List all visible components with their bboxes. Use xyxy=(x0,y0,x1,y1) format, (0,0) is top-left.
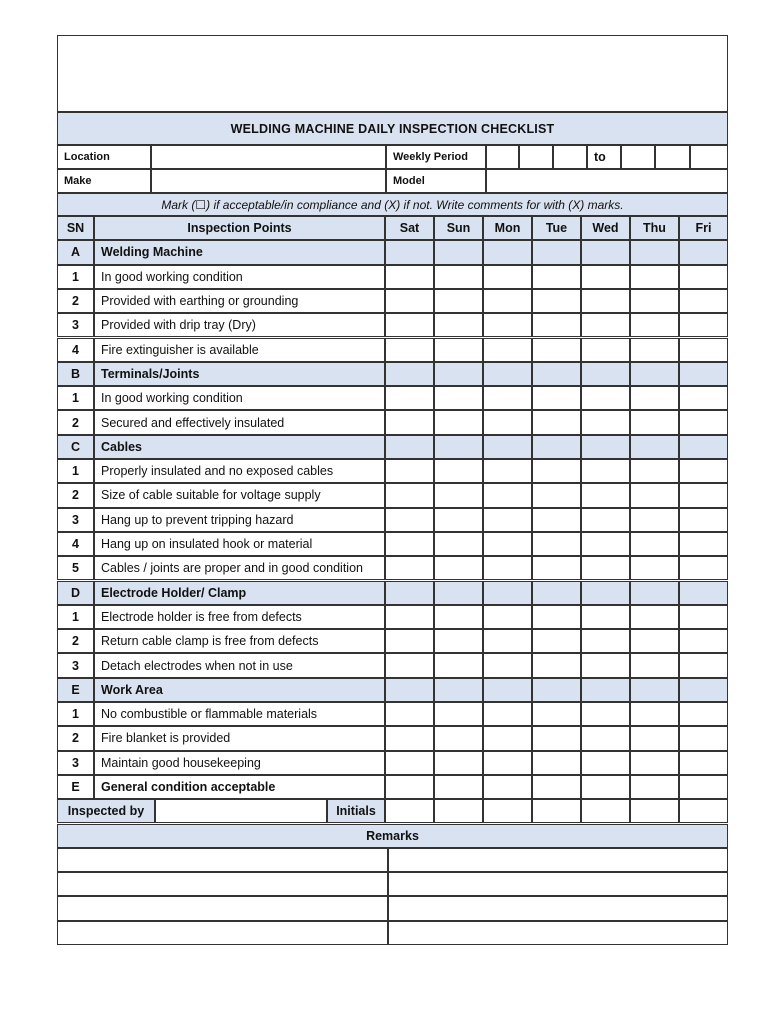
checkbox-sun[interactable] xyxy=(434,653,483,677)
checkbox-tue[interactable] xyxy=(532,775,581,799)
item-sn: 4 xyxy=(57,338,94,362)
item-sn: 1 xyxy=(57,702,94,726)
to-label: to xyxy=(587,145,621,169)
checkbox-mon[interactable] xyxy=(483,289,532,313)
period-from-box-3[interactable] xyxy=(553,145,587,169)
section-day-cell xyxy=(630,362,679,386)
section-day-cell xyxy=(483,581,532,605)
checkbox-wed[interactable] xyxy=(581,508,630,532)
checkbox-wed[interactable] xyxy=(581,459,630,483)
checkbox-sun[interactable] xyxy=(434,483,483,507)
section-day-cell xyxy=(679,240,728,264)
checkbox-sat[interactable] xyxy=(385,313,434,337)
checkbox-wed[interactable] xyxy=(581,751,630,775)
checkbox-sat[interactable] xyxy=(385,629,434,653)
checkbox-fri[interactable] xyxy=(679,751,728,775)
checkbox-wed[interactable] xyxy=(581,702,630,726)
item-text: Hang up to prevent tripping hazard xyxy=(94,508,385,532)
checkbox-sun[interactable] xyxy=(434,313,483,337)
checkbox-wed[interactable] xyxy=(581,410,630,434)
checkbox-fri[interactable] xyxy=(679,386,728,410)
section-code: D xyxy=(57,581,94,605)
section-day-cell xyxy=(532,581,581,605)
checkbox-tue[interactable] xyxy=(532,556,581,580)
checkbox-sat[interactable] xyxy=(385,386,434,410)
checkbox-mon[interactable] xyxy=(483,313,532,337)
section-day-cell xyxy=(434,581,483,605)
item-text: Hang up on insulated hook or material xyxy=(94,532,385,556)
checkbox-wed[interactable] xyxy=(581,386,630,410)
initials-sat[interactable] xyxy=(385,799,434,823)
checkbox-mon[interactable] xyxy=(483,265,532,289)
checkbox-fri[interactable] xyxy=(679,483,728,507)
initials-wed[interactable] xyxy=(581,799,630,823)
checkbox-sun[interactable] xyxy=(434,265,483,289)
checkbox-sat[interactable] xyxy=(385,459,434,483)
remarks-field-right[interactable] xyxy=(388,921,728,945)
form-title: WELDING MACHINE DAILY INSPECTION CHECKLIST xyxy=(57,112,728,145)
period-from-box-1[interactable] xyxy=(486,145,519,169)
item-text: No combustible or flammable materials xyxy=(94,702,385,726)
item-text: In good working condition xyxy=(94,386,385,410)
checkbox-tue[interactable] xyxy=(532,629,581,653)
checkbox-tue[interactable] xyxy=(532,483,581,507)
checkbox-sat[interactable] xyxy=(385,410,434,434)
section-day-cell xyxy=(630,678,679,702)
checkbox-sat[interactable] xyxy=(385,532,434,556)
col-sn-header: SN xyxy=(57,216,94,240)
remarks-field-right[interactable] xyxy=(388,872,728,896)
checkbox-mon[interactable] xyxy=(483,338,532,362)
checkbox-thu[interactable] xyxy=(630,653,679,677)
checkbox-wed[interactable] xyxy=(581,289,630,313)
section-code: C xyxy=(57,435,94,459)
item-sn: 3 xyxy=(57,508,94,532)
checkbox-sat[interactable] xyxy=(385,556,434,580)
initials-mon[interactable] xyxy=(483,799,532,823)
item-text: General condition acceptable xyxy=(94,775,385,799)
section-code: B xyxy=(57,362,94,386)
day-header-fri: Fri xyxy=(679,216,728,240)
section-day-cell xyxy=(434,678,483,702)
checkbox-mon[interactable] xyxy=(483,532,532,556)
checkbox-wed[interactable] xyxy=(581,726,630,750)
weekly-period-label: Weekly Period xyxy=(386,145,486,169)
section-day-cell xyxy=(483,240,532,264)
item-sn: 2 xyxy=(57,289,94,313)
checkbox-fri[interactable] xyxy=(679,289,728,313)
checkbox-fri[interactable] xyxy=(679,338,728,362)
section-day-cell xyxy=(532,678,581,702)
section-title: Cables xyxy=(94,435,385,459)
checkbox-fri[interactable] xyxy=(679,653,728,677)
checkbox-tue[interactable] xyxy=(532,386,581,410)
checkbox-sat[interactable] xyxy=(385,338,434,362)
checkbox-sun[interactable] xyxy=(434,410,483,434)
checkbox-tue[interactable] xyxy=(532,313,581,337)
checkbox-fri[interactable] xyxy=(679,410,728,434)
checkbox-sun[interactable] xyxy=(434,508,483,532)
checkbox-mon[interactable] xyxy=(483,605,532,629)
checkbox-sat[interactable] xyxy=(385,289,434,313)
checkbox-tue[interactable] xyxy=(532,338,581,362)
section-title: Terminals/Joints xyxy=(94,362,385,386)
checkbox-wed[interactable] xyxy=(581,775,630,799)
checkbox-fri[interactable] xyxy=(679,459,728,483)
make-field[interactable] xyxy=(151,169,386,193)
section-day-cell xyxy=(630,240,679,264)
item-sn: 1 xyxy=(57,459,94,483)
checkbox-thu[interactable] xyxy=(630,338,679,362)
initials-thu[interactable] xyxy=(630,799,679,823)
checkbox-tue[interactable] xyxy=(532,532,581,556)
period-to-box-1[interactable] xyxy=(621,145,655,169)
instruction-note: Mark (☐) if acceptable/in compliance and (X) if not. Write comments for with (X) marks. xyxy=(57,193,728,216)
section-day-cell xyxy=(532,435,581,459)
day-header-tue: Tue xyxy=(532,216,581,240)
checkbox-sat[interactable] xyxy=(385,508,434,532)
checkbox-mon[interactable] xyxy=(483,775,532,799)
checkbox-tue[interactable] xyxy=(532,653,581,677)
checkbox-wed[interactable] xyxy=(581,338,630,362)
item-sn: 3 xyxy=(57,313,94,337)
location-label: Location xyxy=(57,145,151,169)
checkbox-fri[interactable] xyxy=(679,532,728,556)
section-day-cell xyxy=(581,240,630,264)
section-day-cell xyxy=(581,678,630,702)
checkbox-thu[interactable] xyxy=(630,289,679,313)
remarks-field-left[interactable] xyxy=(57,921,388,945)
section-day-cell xyxy=(679,435,728,459)
checkbox-wed[interactable] xyxy=(581,556,630,580)
model-label: Model xyxy=(386,169,486,193)
checkbox-sun[interactable] xyxy=(434,459,483,483)
checkbox-thu[interactable] xyxy=(630,410,679,434)
item-sn: 1 xyxy=(57,605,94,629)
item-text: Return cable clamp is free from defects xyxy=(94,629,385,653)
checkbox-mon[interactable] xyxy=(483,459,532,483)
section-title: Electrode Holder/ Clamp xyxy=(94,581,385,605)
item-text: Properly insulated and no exposed cables xyxy=(94,459,385,483)
checkbox-sat[interactable] xyxy=(385,605,434,629)
checkbox-sun[interactable] xyxy=(434,775,483,799)
checkbox-thu[interactable] xyxy=(630,532,679,556)
checkbox-thu[interactable] xyxy=(630,386,679,410)
section-day-cell xyxy=(483,362,532,386)
checkbox-mon[interactable] xyxy=(483,483,532,507)
item-sn: 2 xyxy=(57,629,94,653)
checkbox-thu[interactable] xyxy=(630,265,679,289)
section-day-cell xyxy=(581,581,630,605)
remarks-field-left[interactable] xyxy=(57,896,388,920)
initials-sun[interactable] xyxy=(434,799,483,823)
item-text: Provided with drip tray (Dry) xyxy=(94,313,385,337)
item-text: Detach electrodes when not in use xyxy=(94,653,385,677)
period-to-box-3[interactable] xyxy=(690,145,728,169)
section-day-cell xyxy=(581,435,630,459)
item-text: Secured and effectively insulated xyxy=(94,410,385,434)
checkbox-fri[interactable] xyxy=(679,775,728,799)
remarks-header: Remarks xyxy=(57,824,728,848)
item-text: Maintain good housekeeping xyxy=(94,751,385,775)
initials-tue[interactable] xyxy=(532,799,581,823)
checkbox-tue[interactable] xyxy=(532,410,581,434)
item-sn: E xyxy=(57,775,94,799)
item-sn: 3 xyxy=(57,751,94,775)
checkbox-thu[interactable] xyxy=(630,556,679,580)
section-day-cell xyxy=(679,362,728,386)
checkbox-sat[interactable] xyxy=(385,775,434,799)
item-text: Provided with earthing or grounding xyxy=(94,289,385,313)
checkbox-thu[interactable] xyxy=(630,459,679,483)
checkbox-mon[interactable] xyxy=(483,386,532,410)
item-sn: 1 xyxy=(57,265,94,289)
item-sn: 3 xyxy=(57,653,94,677)
location-field[interactable] xyxy=(151,145,386,169)
remarks-field-right[interactable] xyxy=(388,848,728,872)
remarks-field-left[interactable] xyxy=(57,872,388,896)
checkbox-tue[interactable] xyxy=(532,289,581,313)
checkbox-sat[interactable] xyxy=(385,653,434,677)
section-day-cell xyxy=(385,435,434,459)
checkbox-sat[interactable] xyxy=(385,751,434,775)
col-points-header: Inspection Points xyxy=(94,216,385,240)
remarks-field-left[interactable] xyxy=(57,848,388,872)
initials-label: Initials xyxy=(327,799,385,823)
section-code: A xyxy=(57,240,94,264)
checkbox-sat[interactable] xyxy=(385,483,434,507)
period-from-box-2[interactable] xyxy=(519,145,553,169)
remarks-field-right[interactable] xyxy=(388,896,728,920)
section-day-cell xyxy=(581,362,630,386)
item-sn: 2 xyxy=(57,483,94,507)
checkbox-sun[interactable] xyxy=(434,386,483,410)
item-sn: 4 xyxy=(57,532,94,556)
logo-area xyxy=(57,35,728,112)
checkbox-mon[interactable] xyxy=(483,653,532,677)
checkbox-thu[interactable] xyxy=(630,313,679,337)
checkbox-wed[interactable] xyxy=(581,265,630,289)
checkbox-sun[interactable] xyxy=(434,629,483,653)
initials-fri[interactable] xyxy=(679,799,728,823)
section-day-cell xyxy=(385,240,434,264)
checkbox-sun[interactable] xyxy=(434,556,483,580)
checkbox-thu[interactable] xyxy=(630,775,679,799)
checkbox-sat[interactable] xyxy=(385,726,434,750)
day-header-wed: Wed xyxy=(581,216,630,240)
checkbox-sun[interactable] xyxy=(434,532,483,556)
checkbox-thu[interactable] xyxy=(630,702,679,726)
section-day-cell xyxy=(630,435,679,459)
checkbox-sun[interactable] xyxy=(434,338,483,362)
checkbox-sun[interactable] xyxy=(434,605,483,629)
checkbox-tue[interactable] xyxy=(532,726,581,750)
checkbox-mon[interactable] xyxy=(483,726,532,750)
item-sn: 5 xyxy=(57,556,94,580)
section-day-cell xyxy=(483,435,532,459)
checklist-sheet xyxy=(57,35,728,945)
checkbox-mon[interactable] xyxy=(483,702,532,726)
item-sn: 2 xyxy=(57,410,94,434)
item-sn: 2 xyxy=(57,726,94,750)
checkbox-thu[interactable] xyxy=(630,483,679,507)
item-text: Electrode holder is free from defects xyxy=(94,605,385,629)
item-text: Size of cable suitable for voltage supply xyxy=(94,483,385,507)
checkbox-sun[interactable] xyxy=(434,726,483,750)
checkbox-fri[interactable] xyxy=(679,702,728,726)
section-title: Work Area xyxy=(94,678,385,702)
checkbox-fri[interactable] xyxy=(679,265,728,289)
checkbox-wed[interactable] xyxy=(581,313,630,337)
item-text: Cables / joints are proper and in good condition xyxy=(94,556,385,580)
period-to-box-2[interactable] xyxy=(655,145,690,169)
checkbox-sun[interactable] xyxy=(434,289,483,313)
checkbox-tue[interactable] xyxy=(532,508,581,532)
checkbox-wed[interactable] xyxy=(581,483,630,507)
inspected-by-field[interactable] xyxy=(155,799,327,823)
item-text: In good working condition xyxy=(94,265,385,289)
checkbox-tue[interactable] xyxy=(532,605,581,629)
inspected-by-label: Inspected by xyxy=(57,799,155,823)
model-field[interactable] xyxy=(486,169,728,193)
make-label: Make xyxy=(57,169,151,193)
section-day-cell xyxy=(630,581,679,605)
checkbox-mon[interactable] xyxy=(483,410,532,434)
checkbox-tue[interactable] xyxy=(532,459,581,483)
section-day-cell xyxy=(532,362,581,386)
checkbox-mon[interactable] xyxy=(483,556,532,580)
section-day-cell xyxy=(434,362,483,386)
checkbox-fri[interactable] xyxy=(679,508,728,532)
day-header-sun: Sun xyxy=(434,216,483,240)
section-day-cell xyxy=(679,581,728,605)
checkbox-tue[interactable] xyxy=(532,702,581,726)
checkbox-mon[interactable] xyxy=(483,508,532,532)
section-title: Welding Machine xyxy=(94,240,385,264)
checkbox-sun[interactable] xyxy=(434,751,483,775)
section-day-cell xyxy=(679,678,728,702)
checkbox-fri[interactable] xyxy=(679,605,728,629)
checkbox-thu[interactable] xyxy=(630,508,679,532)
checkbox-thu[interactable] xyxy=(630,726,679,750)
checkbox-wed[interactable] xyxy=(581,629,630,653)
checkbox-sat[interactable] xyxy=(385,702,434,726)
checkbox-thu[interactable] xyxy=(630,605,679,629)
checkbox-sun[interactable] xyxy=(434,702,483,726)
day-header-sat: Sat xyxy=(385,216,434,240)
checkbox-mon[interactable] xyxy=(483,629,532,653)
item-text: Fire blanket is provided xyxy=(94,726,385,750)
section-day-cell xyxy=(483,678,532,702)
section-day-cell xyxy=(434,435,483,459)
checkbox-tue[interactable] xyxy=(532,751,581,775)
item-sn: 1 xyxy=(57,386,94,410)
checkbox-sat[interactable] xyxy=(385,265,434,289)
checkbox-fri[interactable] xyxy=(679,726,728,750)
checkbox-fri[interactable] xyxy=(679,556,728,580)
day-header-mon: Mon xyxy=(483,216,532,240)
day-header-thu: Thu xyxy=(630,216,679,240)
section-day-cell xyxy=(385,581,434,605)
checkbox-wed[interactable] xyxy=(581,653,630,677)
checkbox-mon[interactable] xyxy=(483,751,532,775)
section-code: E xyxy=(57,678,94,702)
checkbox-wed[interactable] xyxy=(581,605,630,629)
checkbox-thu[interactable] xyxy=(630,629,679,653)
item-text: Fire extinguisher is available xyxy=(94,338,385,362)
checkbox-fri[interactable] xyxy=(679,629,728,653)
section-day-cell xyxy=(385,362,434,386)
checkbox-wed[interactable] xyxy=(581,532,630,556)
checkbox-thu[interactable] xyxy=(630,751,679,775)
section-day-cell xyxy=(385,678,434,702)
section-day-cell xyxy=(532,240,581,264)
checkbox-tue[interactable] xyxy=(532,265,581,289)
checkbox-fri[interactable] xyxy=(679,313,728,337)
section-day-cell xyxy=(434,240,483,264)
